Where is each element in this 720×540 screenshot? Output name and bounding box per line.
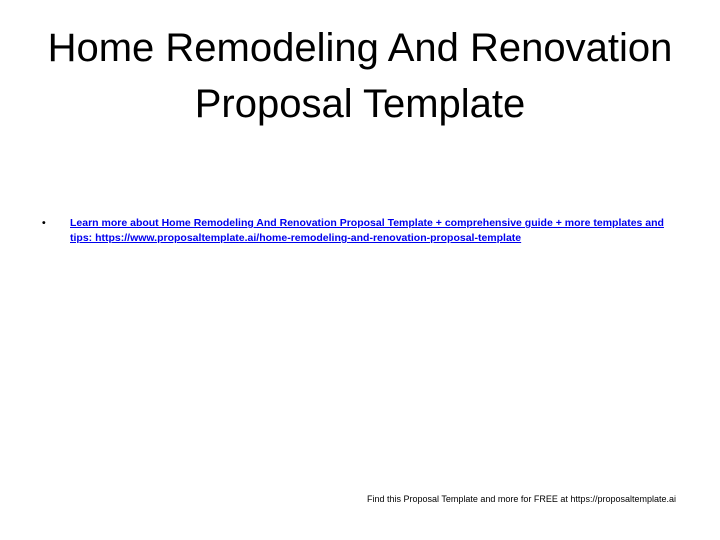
list-item xyxy=(42,216,672,246)
slide-title-line-2: Proposal Template xyxy=(194,82,526,126)
footer-note: Find this Proposal Template and more for FREE at https://proposaltemplate.ai xyxy=(367,494,676,504)
bullet-list xyxy=(42,216,672,246)
learn-more-link[interactable]: Learn more about Home Remodeling And Renovation Proposal Template + comprehensive guide + more templates and tips: https://www.proposaltemplate.ai/home-remodeling-and-renovation-proposal-template xyxy=(70,217,664,244)
slide-title-line-1: Home Remodeling And Renovation xyxy=(47,26,673,70)
bullet-marker: • xyxy=(42,217,46,229)
slide-title xyxy=(20,20,700,132)
